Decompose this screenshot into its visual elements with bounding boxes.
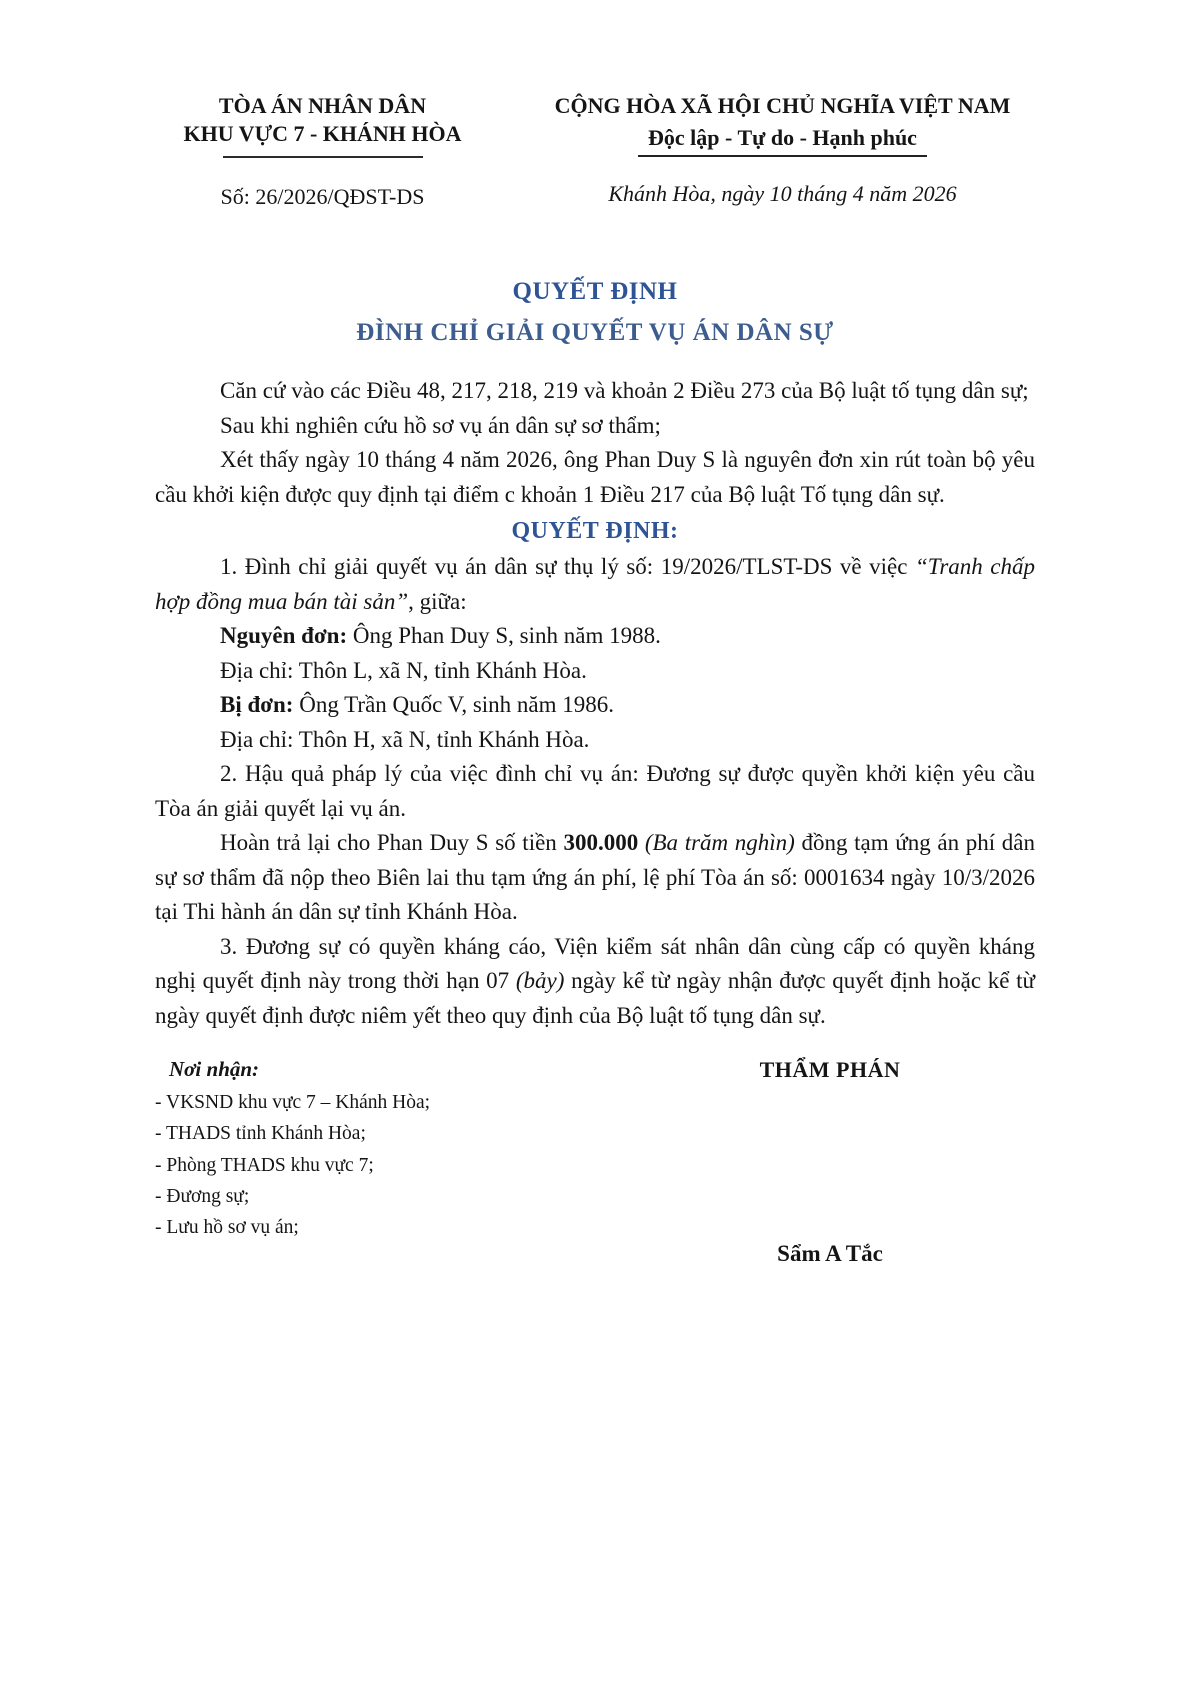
decision-section [155, 550, 1035, 1033]
text-segment: ngày kể từ ngày nhận được quyết định hoặc kể từ ngày quyết định được niêm yết theo quy định của Bộ luật tố tụng dân sự. [155, 968, 1035, 1028]
document-header [155, 92, 1035, 210]
text-segment: , giữa: [408, 588, 467, 614]
national-motto-line2: Độc lập - Tự do - Hạnh phúc [638, 124, 927, 158]
paragraph [155, 757, 1035, 826]
recipients-label: Nơi nhận: [169, 1057, 260, 1081]
text-segment: Nguyên đơn: [220, 623, 353, 648]
recipient-item: - THADS tỉnh Khánh Hòa; [155, 1123, 366, 1145]
recipients-block [155, 1057, 675, 1267]
text-segment: Xét thấy ngày 10 tháng 4 năm 2026, ông Phan Duy S là nguyên đơn xin rút toàn bộ yêu cầu khởi kiện được quy định tại điểm c khoản 1 Điều 217 của Bộ luật Tố tụng dân sự. [155, 447, 1035, 507]
recipient-item: - Phòng THADS khu vực 7; [155, 1154, 374, 1176]
court-block [155, 92, 490, 210]
judge-title: THẨM PHÁN [759, 1057, 901, 1082]
recipient-item: - VKSND khu vực 7 – Khánh Hòa; [155, 1092, 431, 1113]
text-segment: Căn cứ vào các Điều 48, 217, 218, 219 và khoản 2 Điều 273 của Bộ luật tố tụng dân sự; [220, 378, 1029, 403]
document-main [155, 278, 1035, 1033]
text-segment: Sau khi nghiên cứu hồ sơ vụ án dân sự sơ thẩm; [220, 412, 661, 438]
text-segment: “Tranh chấp hợp đồng mua bán tài sản” [155, 554, 1036, 614]
paragraph [155, 619, 1035, 654]
text-segment: (bảy) [515, 968, 565, 993]
text-segment: Địa chỉ: Thôn H, xã N, tỉnh Khánh Hòa. [220, 726, 590, 752]
preamble-section [155, 374, 1035, 512]
text-segment: Ông Trần Quốc V, sinh năm 1986. [299, 692, 615, 717]
recipient-item: - Đương sự; [155, 1185, 250, 1207]
paragraph [155, 443, 1035, 512]
text-segment: Ông Phan Duy S, sinh năm 1988. [352, 623, 661, 648]
text-segment: 300.000 [563, 830, 639, 855]
national-block [530, 92, 1035, 210]
text-segment: 3. Đương sự có quyền kháng cáo, Viện kiểm sát nhân dân cùng cấp có quyền kháng nghị quyết định này trong thời hạn 07 [155, 933, 1035, 993]
recipient-item: - Lưu hồ sơ vụ án; [155, 1217, 299, 1239]
paragraph [155, 826, 1035, 930]
national-motto-line1: CỘNG HÒA XÃ HỘI CHỦ NGHĨA VIỆT NAM [554, 93, 1011, 118]
text-segment: 1. Đình chỉ giải quyết vụ án dân sự thụ lý số: 19/2026/TLST-DS về việc [220, 554, 915, 579]
court-name-line1: TÒA ÁN NHÂN DÂN [218, 93, 427, 118]
text-segment: Địa chỉ: Thôn L, xã N, tỉnh Khánh Hòa. [220, 657, 587, 683]
text-segment: 2. Hậu quả pháp lý của việc đình chỉ vụ án: Đương sự được quyền khởi kiện yêu cầu Tòa án giải quyết lại vụ án. [155, 761, 1035, 821]
document-number: Số: 26/2026/QĐST-DS [220, 184, 425, 209]
decision-title: QUYẾT ĐỊNH [512, 278, 678, 305]
paragraph [155, 723, 1035, 758]
text-segment: Bị đơn: [220, 692, 300, 717]
text-segment: Hoàn trả lại cho Phan Duy S số tiền [220, 830, 564, 855]
recipients-list [155, 1089, 675, 1242]
paragraph [188, 374, 1035, 409]
place-date-line: Khánh Hòa, ngày 10 tháng 4 năm 2026 [608, 181, 957, 206]
title-block [155, 278, 1035, 347]
document-body [155, 374, 1035, 1033]
court-underline-rule [223, 156, 423, 158]
paragraph [155, 654, 1035, 689]
paragraph [155, 688, 1035, 723]
judge-name: Sẩm A Tắc [777, 1241, 883, 1266]
court-name-line2: KHU VỰC 7 - KHÁNH HÒA [183, 120, 462, 146]
document-footer [155, 1057, 1035, 1267]
paragraph [155, 409, 1035, 444]
text-segment: đồng tạm ứng án phí dân sự sơ thẩm đã nộp theo Biên lai thu tạm ứng án phí, lệ phí Tòa án số: 0001634 ngày 10/3/2026 tại Thi hành án dân sự tỉnh Khánh Hòa. [155, 830, 1036, 924]
signature-block [675, 1057, 985, 1267]
text-segment: (Ba trăm nghìn) [644, 830, 795, 855]
paragraph [155, 550, 1035, 619]
decision-subtitle: ĐÌNH CHỈ GIẢI QUYẾT VỤ ÁN DÂN SỰ [356, 319, 834, 346]
paragraph [155, 930, 1035, 1034]
section-heading-decision: QUYẾT ĐỊNH: [511, 518, 679, 544]
text-segment [638, 830, 645, 855]
